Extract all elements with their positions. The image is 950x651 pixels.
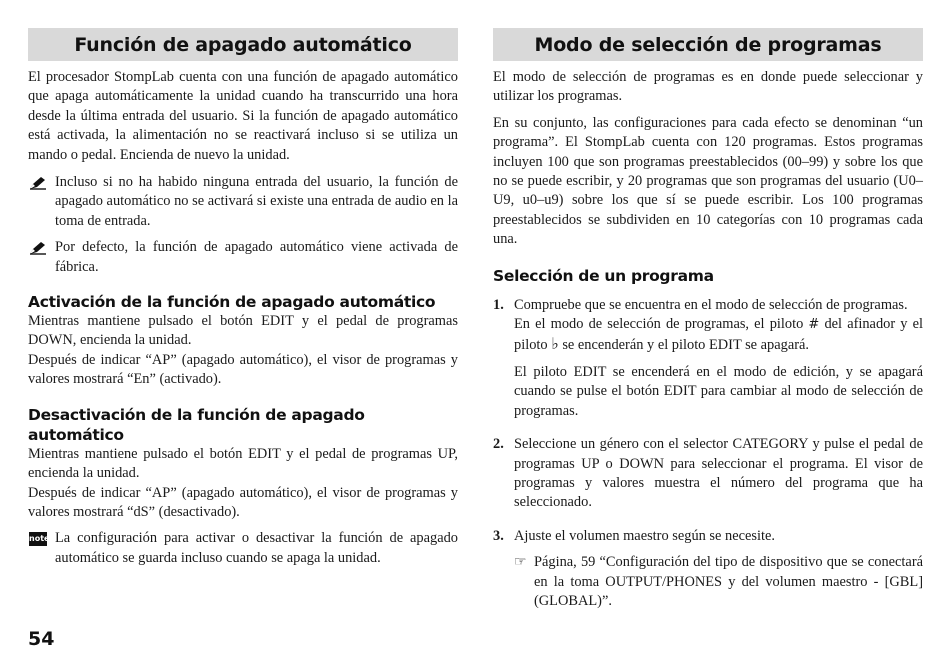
reference-text: Página, 59 “Configuración del tipo de dispositivo que se conectará en la toma OUTPUT/PHONES y del volumen maestro - [GBL] (GLOBAL)”. (534, 554, 923, 609)
tip-block-1 (28, 173, 458, 231)
tip-text-1: Incluso si no ha habido ninguna entrada del usuario, la función de apagado automático no se activará si existe una entrada de audio en la toma de entrada. (55, 174, 458, 229)
right-column (493, 28, 923, 611)
auto-off-intro: El procesador StompLab cuenta con una función de apagado automático que apaga automáticamente la unidad cuando ha transcurrido una hora desde la última entrada del usuario. Si la función de apagado automático está activada, la alimentación no se reactivará incluso si se utiliza un mando o pedal. Encienda de nuevo la unidad. (28, 69, 458, 163)
page-reference (514, 553, 923, 611)
pencil-icon (29, 241, 47, 255)
pencil-icon (29, 176, 47, 190)
section-title-auto-power-off: Función de apagado automático (28, 28, 458, 61)
step-1-edit-info: El piloto EDIT se encenderá en el modo de edición, y se apagará cuando se pulse el botón EDIT para cambiar al modo de selección de programas. (514, 363, 923, 419)
note-block (28, 529, 458, 568)
program-intro-1: El modo de selección de programas es en donde puede seleccionar y utilizar los programas. (493, 69, 923, 105)
note-icon: note (29, 532, 47, 546)
activate-heading: Activación de la función de apagado automático (28, 293, 436, 312)
step-1 (493, 296, 923, 421)
step-3 (493, 527, 923, 612)
page-number: 54 (28, 628, 55, 650)
program-intro-2: En su conjunto, las configuraciones para cada efecto se denominan “un programa”. El StompLab cuenta con 120 programas. Estos programas incluyen 100 que son programas preestablecidos (00–99) y sobre los que no se puede escribir, y 20 programas que son programas del usuario (U0–U9, u0–u9) sobre los que sí se puede escribir. Los 100 programas preestablecidos se subdividen en 10 categorías con 10 programas cada una. (493, 114, 923, 248)
deactivate-paragraph-1: Mientras mantiene pulsado el botón EDIT y el pedal de programas UP, encienda la unidad. (28, 445, 458, 482)
step-text: Seleccione un género con el selector CATEGORY y pulse el pedal de programas UP o DOWN para seleccionar el programa. El visor de programas y valores muestra el número del programa que ha seleccionado. (514, 436, 923, 511)
step-text: Compruebe que se encuentra en el modo de selección de programas. (514, 296, 908, 313)
step-1-detail: En el modo de selección de programas, el piloto # del afinador y el piloto ♭ se encenderán y el piloto EDIT se apagará. (514, 316, 923, 354)
activate-paragraph-2: Después de indicar “AP” (apagado automático), el visor de programas y valores mostrará “En” (activado). (28, 351, 458, 388)
step-number: 1. (493, 296, 504, 313)
step-number: 3. (493, 527, 504, 544)
flat-icon: ♭ (551, 334, 559, 354)
left-column (28, 28, 458, 568)
note-text: La configuración para activar o desactivar la función de apagado automático se guarda incluso cuando se apaga la unidad. (55, 530, 458, 566)
tip-block-2 (28, 238, 458, 277)
step-2 (493, 435, 923, 513)
step-number: 2. (493, 436, 504, 453)
tip-text-2: Por defecto, la función de apagado automático viene activada de fábrica. (55, 239, 458, 275)
pointing-hand-icon: ☞ (514, 555, 527, 571)
deactivate-paragraph-2: Después de indicar “AP” (apagado automático), el visor de programas y valores mostrará “dS” (desactivado). (28, 484, 458, 520)
section-title-program-select: Modo de selección de programas (493, 28, 923, 61)
step-text: Ajuste el volumen maestro según se necesite. (514, 527, 775, 544)
select-program-heading: Selección de un programa (493, 266, 714, 285)
deactivate-heading: Desactivación de la función de apagado automático (28, 405, 365, 444)
activate-paragraph-1: Mientras mantiene pulsado el botón EDIT y el pedal de programas DOWN, encienda la unidad. (28, 313, 458, 349)
sharp-icon: # (808, 317, 820, 333)
